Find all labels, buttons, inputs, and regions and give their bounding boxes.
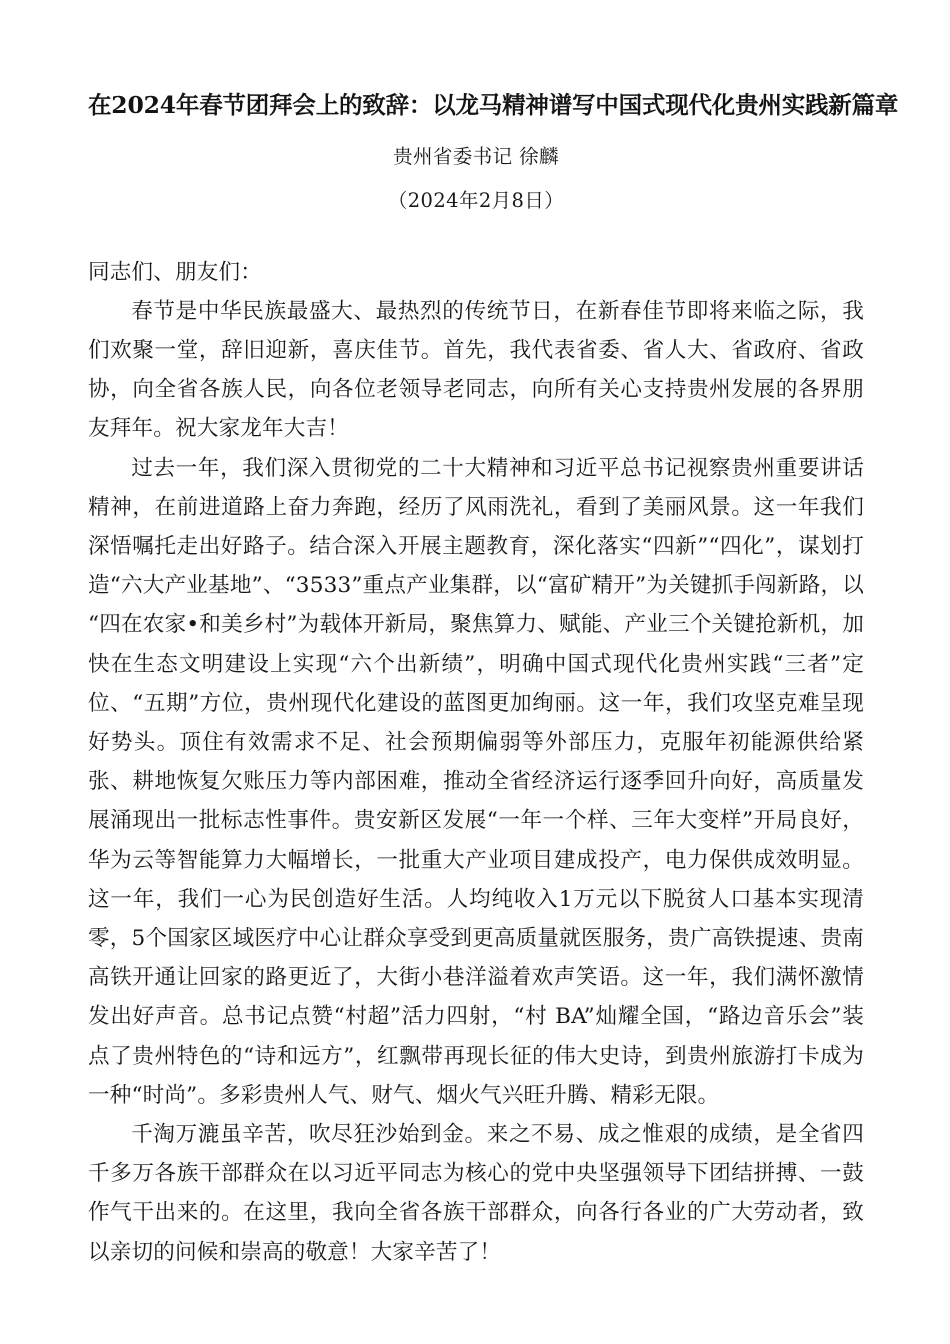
page-title: 在2024年春节团拜会上的致辞：以龙马精神谱写中国式现代化贵州实践新篇章 [88, 91, 899, 119]
date-line: （2024年2月8日） [387, 189, 565, 212]
body-paragraph-2: 过去一年，我们深入贯彻党的二十大精神和习近平总书记视察贵州重要讲话精神，在前进道路上奋力奔跑，经历了风雨洗礼，看到了美丽风景。这一年我们深悟嘱托走出好路子。结合深入开展主题教育，深化落实“四新”“四化”，谋划打造“六大产业基地”、“3533”重点产业集群，以“富矿精开”为关键抓手闯新路，以“四在农家•和美乡村”为载体开新局，聚焦算力、赋能、产业三个关键抢新机，加快在生态文明建设上实现“六个出新绩”，明确中国式现代化贵州实践“三者”定位、“五期”方位，贵州现代化建设的蓝图更加绚丽。这一年，我们攻坚克难呈现好势头。顶住有效需求不足、社会预期偏弱等外部压力，克服年初能源供给紧张、耕地恢复欠账压力等内部困难，推动全省经济运行逐季回升向好，高质量发展涌现出一批标志性事件。贵安新区发展“一年一个样、三年大变样”开局良好，华为云等智能算力大幅增长，一批重大产业项目建成投产，电力保供成效明显。这一年，我们一心为民创造好生活。人均纯收入1万元以下脱贫人口基本实现清零，5个国家区域医疗中心让群众享受到更高质量就医服务，贵广高铁提速、贵南高铁开通让回家的路更近了，大街小巷洋溢着欢声笑语。这一年，我们满怀激情发出好声音。总书记点赞“村超”活力四射，“村 BA”灿耀全国，“路边音乐会”装点了贵州特色的“诗和远方”，红飘带再现长征的伟大史诗，到贵州旅游打卡成为一种“时尚”。多彩贵州人气、财气、烟火气兴旺升腾、精彩无限。 [88, 455, 864, 1108]
document-body [88, 211, 864, 1272]
author-byline: 贵州省委书记 徐麟 [393, 144, 559, 168]
salutation-line: 同志们、朋友们： [88, 259, 262, 285]
body-paragraph-1: 春节是中华民族最盛大、最热烈的传统节日，在新春佳节即将来临之际，我们欢聚一堂，辞旧迎新，喜庆佳节。首先，我代表省委、省人大、省政府、省政协，向全省各族人民，向各位老领导老同志，向所有关心支持贵州发展的各界朋友拜年。祝大家龙年大吉！ [88, 298, 864, 442]
body-paragraph-3: 千淘万漉虽辛苦，吹尽狂沙始到金。来之不易、成之惟艰的成绩，是全省四千多万各族干部群众在以习近平同志为核心的党中央坚强领导下团结拼搏、一鼓作气干出来的。在这里，我向全省各族干部群众，向各行各业的广大劳动者，致以亲切的问候和崇高的敬意！大家辛苦了！ [88, 1121, 864, 1265]
document-content [88, 0, 899, 1272]
